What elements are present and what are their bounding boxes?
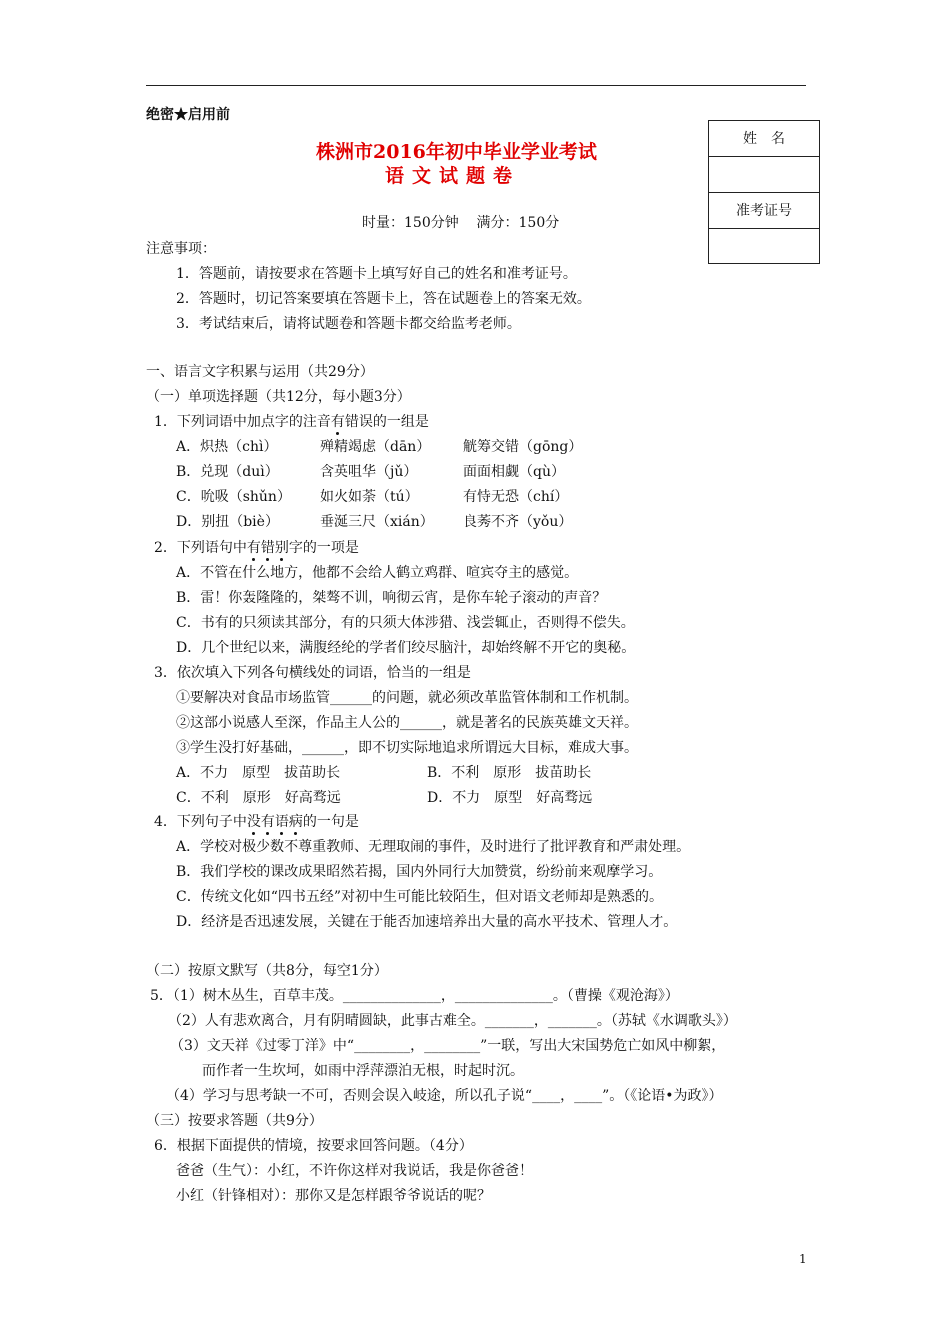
q1-option-c-3: 有恃无恐（chí） — [463, 489, 569, 505]
note-item: 1．答题前，请按要求在答题卡上填写好自己的姓名和准考证号。 — [176, 266, 577, 282]
q4-option-b: B．我们学校的课改成果昭然若揭，国内外同行大加赞赏，纷纷前来观摩学习。 — [176, 864, 663, 880]
q1-stem: 1．下列词语中加点字的注音有错误的一组是 — [154, 414, 429, 430]
q1-option-d-2: 垂涎三尺（xián） — [320, 514, 434, 530]
time-info: 时量：150分钟 满分：150分 — [362, 215, 560, 231]
q5-line: 5．（1）树木丛生，百草丰茂。______________，______________。（曹操《观沧海》） — [150, 988, 679, 1004]
secret-label: 绝密★启用前 — [146, 107, 230, 123]
q4-option-c: C．传统文化如“四书五经”对初中生可能比较陌生，但对语文老师却是熟悉的。 — [176, 889, 664, 905]
q2-option-a: A．不管在什么地方，他都不会给人鹤立鸡群、喧宾夺主的感觉。 — [176, 565, 579, 581]
q2-option-d: D．几个世纪以来，满腹经纶的学者们绞尽脑汁，却始终解不开它的奥秘。 — [176, 640, 636, 656]
q1-option-d-3: 良莠不齐（yǒu） — [463, 514, 573, 530]
name-field[interactable] — [709, 157, 819, 193]
note-item: 2．答题时，切记答案要填在答题卡上，答在试题卷上的答案无效。 — [176, 291, 591, 307]
id-label: 准考证号 — [709, 193, 819, 229]
q2-stem: 2．下列语句中有错别字的一项是 — [154, 540, 359, 556]
exam-title: 株洲市2016年初中毕业学业考试 — [316, 141, 597, 163]
q4-option-a: A．学校对极少数不尊重教师、无理取闹的事件，及时进行了批评教育和严肃处理。 — [176, 839, 691, 855]
q2-option-c: C．书有的只须读其部分，有的只须大体涉猎、浅尝辄止，否则得不偿失。 — [176, 615, 635, 631]
q5-line: （3）文天祥《过零丁洋》中“________，________”一联，写出大宋国势危亡如风中柳絮， — [170, 1038, 726, 1054]
q6-stem: 6．根据下面提供的情境，按要求回答问题。（4分） — [154, 1138, 473, 1154]
section1-heading: 一、语言文字积累与运用（共29分） — [146, 364, 374, 380]
page-number: 1 — [799, 1252, 807, 1266]
q4-option-d: D．经济是否迅速发展，关键在于能否加速培养出大量的高水平技术、管理人才。 — [176, 914, 678, 930]
q3-option-c: C．不利 原形 好高骛远 — [176, 790, 341, 806]
q6-line: 小红（针锋相对）：那你又是怎样跟爷爷说话的呢？ — [176, 1188, 491, 1204]
q3-option-b: B．不利 原形 拔苗助长 — [427, 765, 592, 781]
exam-subtitle: 语文试题卷 — [385, 165, 521, 187]
q3-sentence: ③学生没打好基础，______，即不切实际地追求所谓远大目标，难成大事。 — [176, 740, 638, 756]
note-item: 3．考试结束后，请将试题卷和答题卡都交给监考老师。 — [176, 316, 521, 332]
q3-sentence: ①要解决对食品市场监管______的问题，就必须改革监管体制和工作机制。 — [176, 690, 638, 706]
q3-option-a: A．不力 原型 拔苗助长 — [176, 765, 341, 781]
notes-heading: 注意事项： — [146, 241, 216, 257]
q1-option-b-2: 含英咀华（jǔ） — [320, 464, 418, 480]
q2-option-b: B．雷！你轰隆隆的，桀骜不训，响彻云宵，是你车轮子滚动的声音？ — [176, 590, 607, 606]
id-field[interactable] — [709, 229, 819, 265]
q5-line: 而作者一生坎坷，如雨中浮萍漂泊无根，时起时沉。 — [202, 1063, 524, 1079]
q3-option-d: D．不力 原型 好高骛远 — [427, 790, 593, 806]
part1-heading: （一）单项选择题（共12分，每小题3分） — [146, 389, 411, 405]
q1-option-a-2: 殚精竭虑（dān） — [320, 439, 431, 455]
part3-heading: （三）按要求答题（共9分） — [146, 1113, 323, 1129]
q1-option-d-1: D．别扭（biè） — [176, 514, 279, 530]
q6-line: 爸爸（生气）：小红，不许你这样对我说话，我是你爸爸！ — [176, 1163, 533, 1179]
info-box — [708, 120, 820, 264]
name-label: 姓 名 — [709, 121, 819, 157]
q4-stem: 4．下列句子中没有语病的一句是 — [154, 814, 359, 830]
q1-option-c-1: C．吮吸（shǔn） — [176, 489, 291, 505]
q3-stem: 3．依次填入下列各句横线处的词语，恰当的一组是 — [154, 665, 471, 681]
q1-option-b-3: 面面相觑（qù） — [463, 464, 565, 480]
q5-line: （2）人有悲欢离合，月有阴晴圆缺，此事古难全。_______，_______。（苏轼《水调歌头》） — [168, 1013, 737, 1029]
q3-sentence: ②这部小说感人至深，作品主人公的______，就是著名的民族英雄文天祥。 — [176, 715, 638, 731]
q1-option-a-1: A．炽热（chì） — [176, 439, 278, 455]
top-rule — [146, 85, 806, 86]
q1-option-b-1: B．兑现（duì） — [176, 464, 279, 480]
part2-heading: （二）按原文默写（共8分，每空1分） — [146, 963, 388, 979]
q1-option-c-2: 如火如荼（tú） — [320, 489, 419, 505]
q1-option-a-3: 觥筹交错（gōng） — [463, 439, 583, 455]
q5-line: （4）学习与思考缺一不可，否则会误入岐途，所以孔子说“____，____”。（《论语•为政》） — [166, 1088, 723, 1104]
